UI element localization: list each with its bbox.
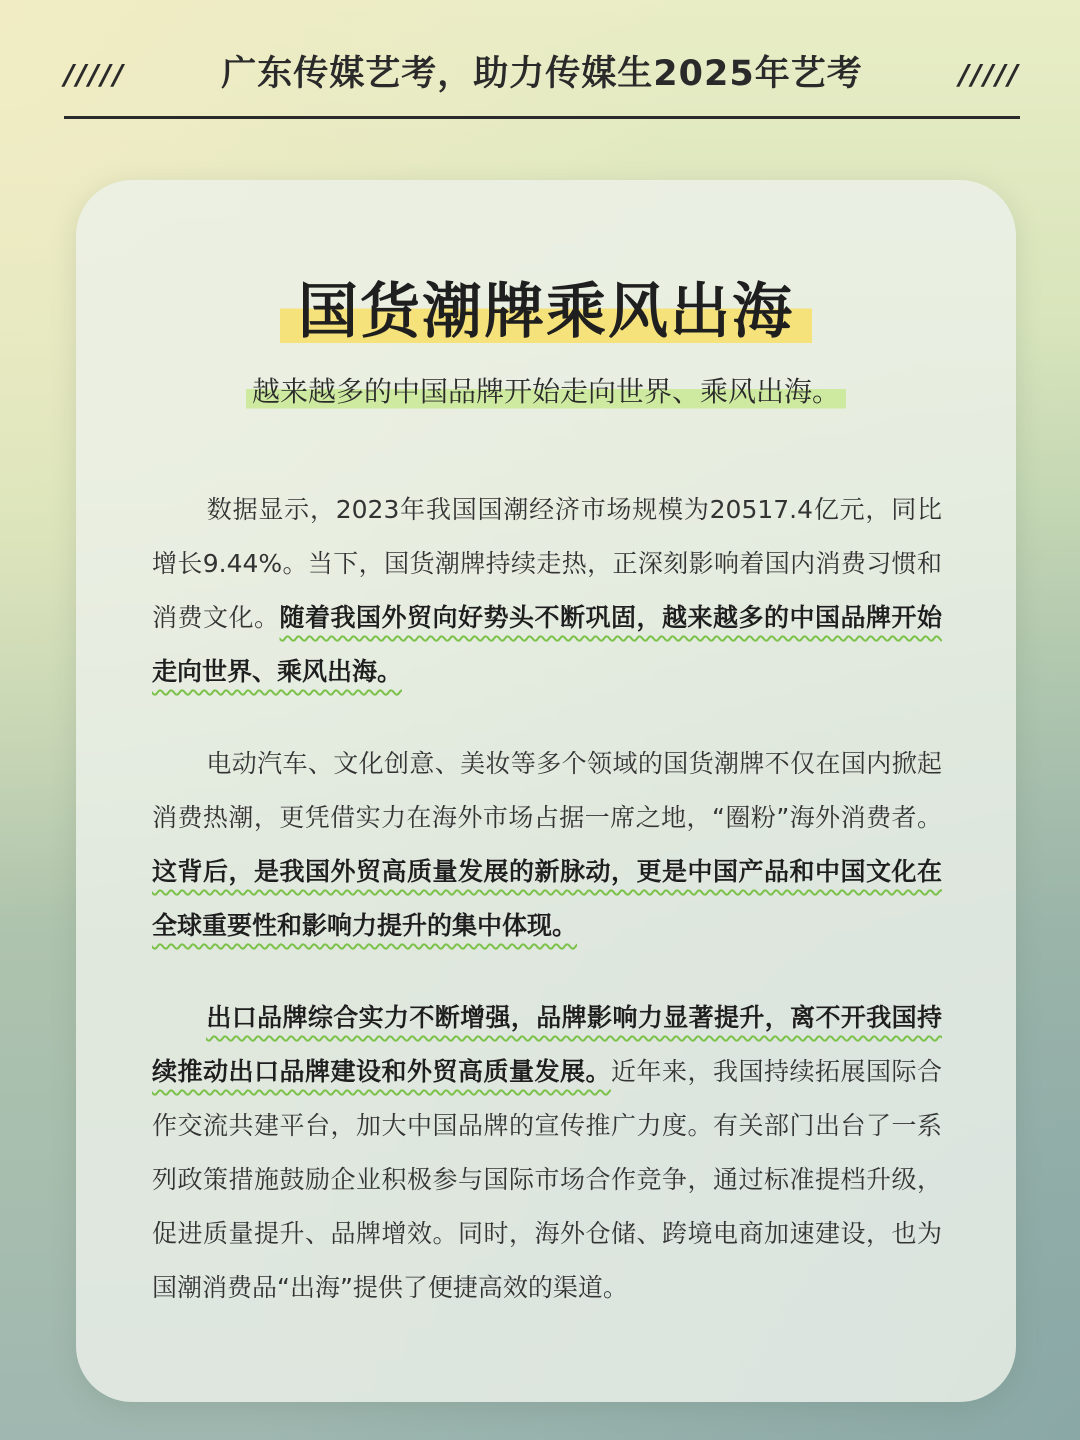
decorative-slashes-left: ///// (64, 58, 126, 91)
paragraph-3 (152, 991, 942, 1315)
header-banner (64, 36, 1020, 119)
article-subtitle-wrap (76, 370, 1016, 410)
paragraph-1-emphasis: 随着我国外贸向好势头不断巩固，越来越多的中国品牌开始走向世界、乘风出海。 (152, 603, 942, 686)
paragraph-1-text: 数据显示，2023年我国国潮经济市场规模为20517.4亿元，同比增长9.44%。当下，国货潮牌持续走热，正深刻影响着国内消费习惯和消费文化。 (152, 495, 942, 632)
paragraph-3-emphasis: 出口品牌综合实力不断增强，品牌影响力显著提升，离不开我国持续推动出口品牌建设和外贸高质量发展。 (152, 1003, 942, 1086)
article-subtitle: 越来越多的中国品牌开始走向世界、乘风出海。 (246, 370, 846, 410)
paragraph-1 (152, 483, 942, 699)
paragraph-2 (152, 737, 942, 953)
article-card (76, 180, 1016, 1402)
header-title: 广东传媒艺考，助力传媒生2025年艺考 (221, 54, 863, 94)
paragraph-3-text: 近年来，我国持续拓展国际合作交流共建平台，加大中国品牌的宣传推广力度。有关部门出台了一系列政策措施鼓励企业积极参与国际市场合作竞争，通过标准提档升级，促进质量提升、品牌增效。同时，海外仓储、跨境电商加速建设，也为国潮消费品“出海”提供了便捷高效的渠道。 (152, 1057, 942, 1302)
paragraph-2-text: 电动汽车、文化创意、美妆等多个领域的国货潮牌不仅在国内掀起消费热潮，更凭借实力在海外市场占据一席之地，“圈粉”海外消费者。 (152, 749, 942, 832)
article-title: 国货潮牌乘风出海 (280, 264, 812, 350)
paragraph-2-emphasis: 这背后，是我国外贸高质量发展的新脉动，更是中国产品和中国文化在全球重要性和影响力提升的集中体现。 (152, 857, 942, 940)
decorative-slashes-right: ///// (958, 58, 1020, 91)
article-title-wrap (76, 264, 1016, 350)
